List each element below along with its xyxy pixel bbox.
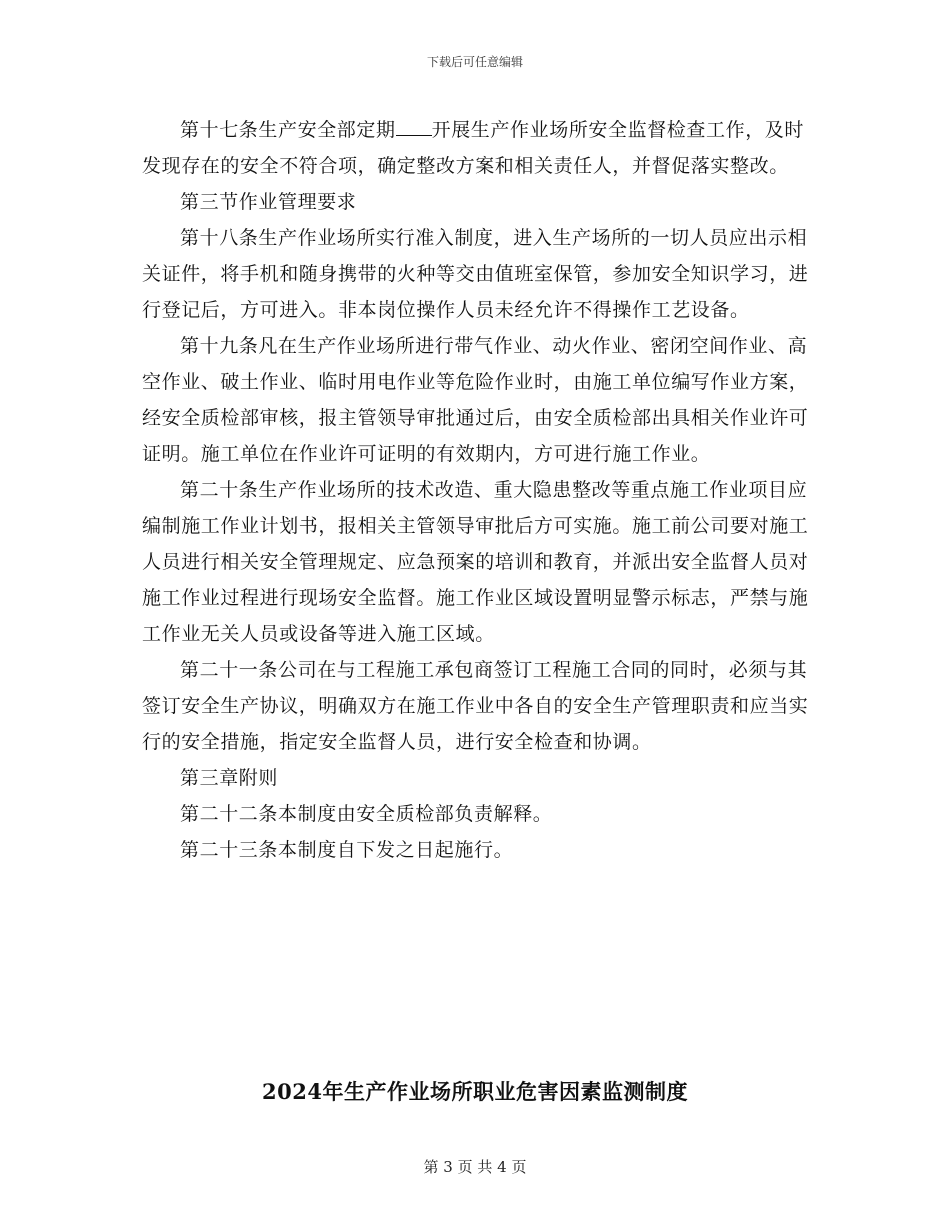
article-21: 第二十一条公司在与工程施工承包商签订工程施工合同的同时，必须与其签订安全生产协议，明确双方在施工作业中各自的安全生产管理职责和应当实行的安全措施，指定安全监督人员，进行安全检查和协调。 (142, 659, 809, 753)
article-17-end: 开展生产作业场所安全监督检查工作，及时发现存在的安全不符合项，确定整改方案和相关责任人，并督促落实整改。 (142, 119, 805, 177)
article-19: 第十九条凡在生产作业场所进行带气作业、动火作业、密闭空间作业、高空作业、破土作业、临时用电作业等危险作业时，由施工单位编写作业方案，经安全质检部审核，报主管领导审批通过后，由安全质检部出具相关作业许可证明。施工单位在作业许可证明的有效期内，方可进行施工作业。 (142, 335, 809, 465)
section-heading-3: 第三节作业管理要求 (180, 191, 357, 213)
page-number: 第 3 页 共 4 页 (423, 1158, 527, 1176)
chapter-heading-3: 第三章附则 (180, 767, 279, 789)
article-18: 第十八条生产作业场所实行准入制度，进入生产场所的一切人员应出示相关证件，将手机和随身携带的火种等交由值班室保管，参加安全知识学习，进行登记后，方可进入。非本岗位操作人员未经允许不得操作工艺设备。 (142, 227, 809, 321)
article-23: 第二十三条本制度自下发之日起施行。 (180, 839, 514, 861)
fill-in-blank (396, 117, 432, 136)
article-22: 第二十二条本制度由安全质检部负责解释。 (180, 803, 553, 825)
page-header: 下载后可任意编辑 (426, 55, 523, 69)
article-17 (142, 112, 812, 184)
next-document-title: 2024年生产作业场所职业危害因素监测制度 (262, 1079, 688, 1104)
article-20: 第二十条生产作业场所的技术改造、重大隐患整改等重点施工作业项目应编制施工作业计划书，报相关主管领导审批后方可实施。施工前公司要对施工人员进行相关安全管理规定、应急预案的培训和教育，并派出安全监督人员对施工作业过程进行现场安全监督。施工作业区域设置明显警示标志，严禁与施工作业无关人员或设备等进入施工区域。 (142, 479, 809, 645)
document-body (142, 112, 812, 868)
article-17-start: 第十七条生产安全部定期 (180, 119, 396, 141)
